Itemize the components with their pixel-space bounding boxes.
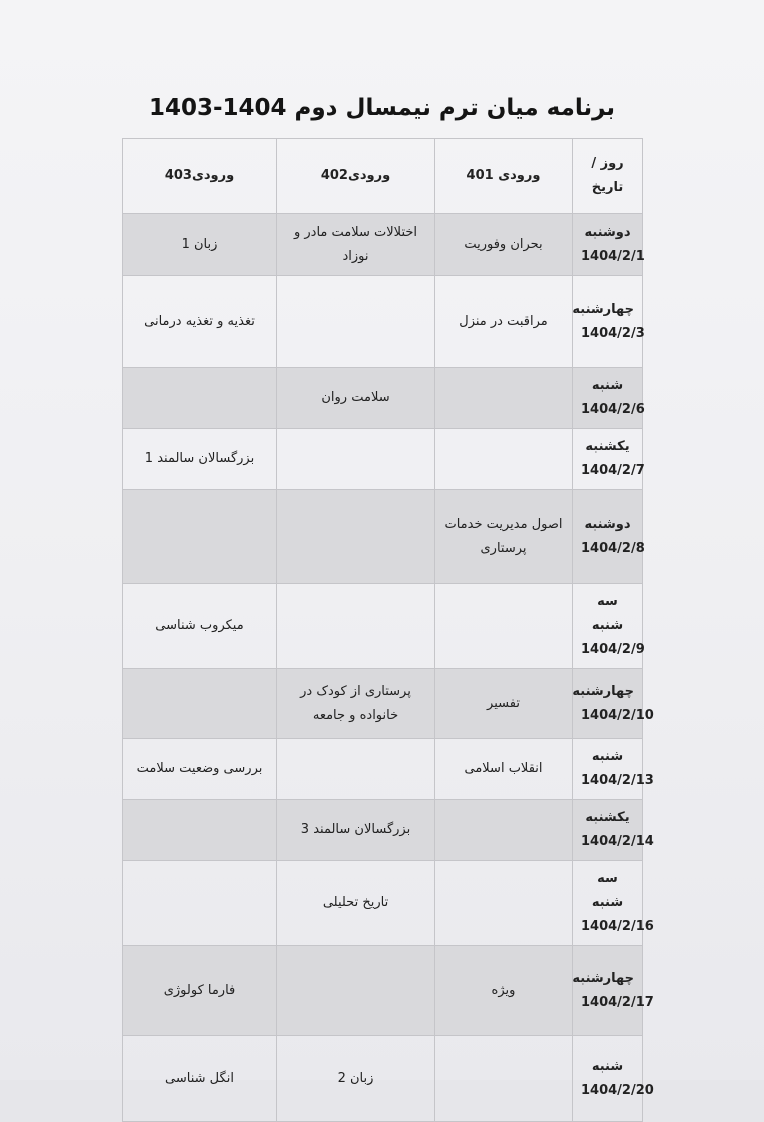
- cell-401: [435, 429, 573, 490]
- cell-403: [123, 669, 277, 739]
- day-date-cell: [572, 946, 654, 1036]
- cell-402: بزرگسالان سالمند 3: [277, 800, 435, 861]
- day-name: شنبه: [591, 1058, 624, 1074]
- day-date-cell: [573, 584, 643, 669]
- cell-401: تفسیر: [435, 669, 573, 739]
- day-name: چهارشنبه: [572, 301, 634, 317]
- cell-402: اختلالات سلامت مادر و نوزاد: [277, 214, 435, 276]
- cell-402: سلامت روان: [277, 368, 435, 429]
- table-row: [123, 368, 643, 429]
- day-name: سه شنبه: [591, 594, 624, 633]
- cell-402: [277, 584, 435, 669]
- table-row: [123, 861, 643, 946]
- day-date-cell: [573, 861, 654, 946]
- cell-402: زبان 2: [277, 1036, 435, 1122]
- cell-403: [123, 861, 277, 946]
- header-403: ورودی403: [123, 139, 277, 214]
- table-row: [123, 276, 643, 368]
- cell-402: [277, 739, 435, 800]
- cell-401: [435, 1036, 573, 1122]
- cell-403: [123, 368, 277, 429]
- cell-401: [435, 368, 573, 429]
- cell-402: [277, 276, 435, 368]
- header-day-date: روز /تاریخ: [573, 139, 643, 214]
- table-row: [123, 1036, 643, 1122]
- cell-401: [435, 800, 573, 861]
- exam-date: 1404/2/10: [581, 707, 654, 723]
- table-row: [123, 429, 643, 490]
- cell-402: پرستاری از کودک در خانواده و جامعه: [277, 669, 435, 739]
- exam-date: 1404/2/16: [581, 919, 654, 934]
- day-date-cell: [573, 429, 643, 490]
- cell-401: انقلاب اسلامی: [435, 739, 573, 800]
- exam-schedule-table: [122, 138, 654, 1122]
- day-date-cell: [572, 669, 654, 739]
- day-date-cell: [573, 739, 654, 800]
- exam-date: 1404/2/1: [581, 248, 645, 264]
- cell-403: [123, 490, 277, 584]
- table-row: [123, 800, 643, 861]
- exam-date: 1404/2/14: [581, 834, 654, 849]
- header-401: ورودی 401: [435, 139, 573, 214]
- cell-403: بزرگسالان سالمند 1: [123, 429, 277, 490]
- exam-date: 1404/2/3: [581, 325, 645, 341]
- cell-403: انگل شناسی: [123, 1036, 277, 1122]
- cell-401: [435, 861, 573, 946]
- cell-402: تاریخ تحلیلی: [277, 861, 435, 946]
- header-402: ورودی402: [277, 139, 435, 214]
- cell-402: [277, 490, 435, 584]
- header-row: [123, 139, 643, 214]
- day-name: دوشنبه: [584, 516, 631, 532]
- day-date-cell: [573, 214, 643, 276]
- table-row: [123, 669, 643, 739]
- cell-403: تغذیه و تغذیه درمانی: [123, 276, 277, 368]
- cell-401: مراقبت در منزل: [435, 276, 573, 368]
- page-title: برنامه میان ترم نیمسال دوم 1404-1403: [148, 95, 616, 121]
- cell-403: [123, 800, 277, 861]
- day-name: شنبه: [591, 749, 624, 764]
- exam-date: 1404/2/20: [581, 1082, 654, 1098]
- cell-402: [277, 429, 435, 490]
- day-name: دوشنبه: [584, 224, 631, 240]
- day-date-cell: [573, 1036, 654, 1122]
- table-row: [123, 739, 643, 800]
- cell-403: فارما کولوژی: [123, 946, 277, 1036]
- exam-date: 1404/2/6: [581, 402, 645, 417]
- cell-401: ویژه: [435, 946, 573, 1036]
- cell-401: اصول مدیریت خدمات پرستاری: [435, 490, 573, 584]
- cell-403: بررسی وضعیت سلامت: [123, 739, 277, 800]
- day-date-cell: [573, 800, 654, 861]
- table-row: [123, 946, 643, 1036]
- day-name: چهارشنبه: [572, 970, 634, 986]
- day-date-cell: [573, 276, 643, 368]
- exam-date: 1404/2/8: [581, 540, 645, 556]
- exam-date: 1404/2/7: [581, 463, 645, 478]
- cell-403: زبان 1: [123, 214, 277, 276]
- day-name: یکشنبه: [585, 439, 630, 454]
- day-date-cell: [573, 490, 643, 584]
- cell-401: بحران وفوریت: [435, 214, 573, 276]
- day-name: سه شنبه: [591, 871, 624, 910]
- cell-403: میکروب شناسی: [123, 584, 277, 669]
- exam-date: 1404/2/9: [581, 642, 645, 657]
- day-name: یکشنبه: [585, 810, 630, 825]
- exam-date: 1404/2/17: [581, 994, 654, 1010]
- cell-401: [435, 584, 573, 669]
- exam-date: 1404/2/13: [581, 773, 654, 788]
- day-date-cell: [573, 368, 643, 429]
- table-row: [123, 214, 643, 276]
- day-name: شنبه: [591, 378, 624, 393]
- cell-402: [277, 946, 435, 1036]
- table-row: [123, 584, 643, 669]
- table-row: [123, 490, 643, 584]
- day-name: چهارشنبه: [572, 683, 634, 699]
